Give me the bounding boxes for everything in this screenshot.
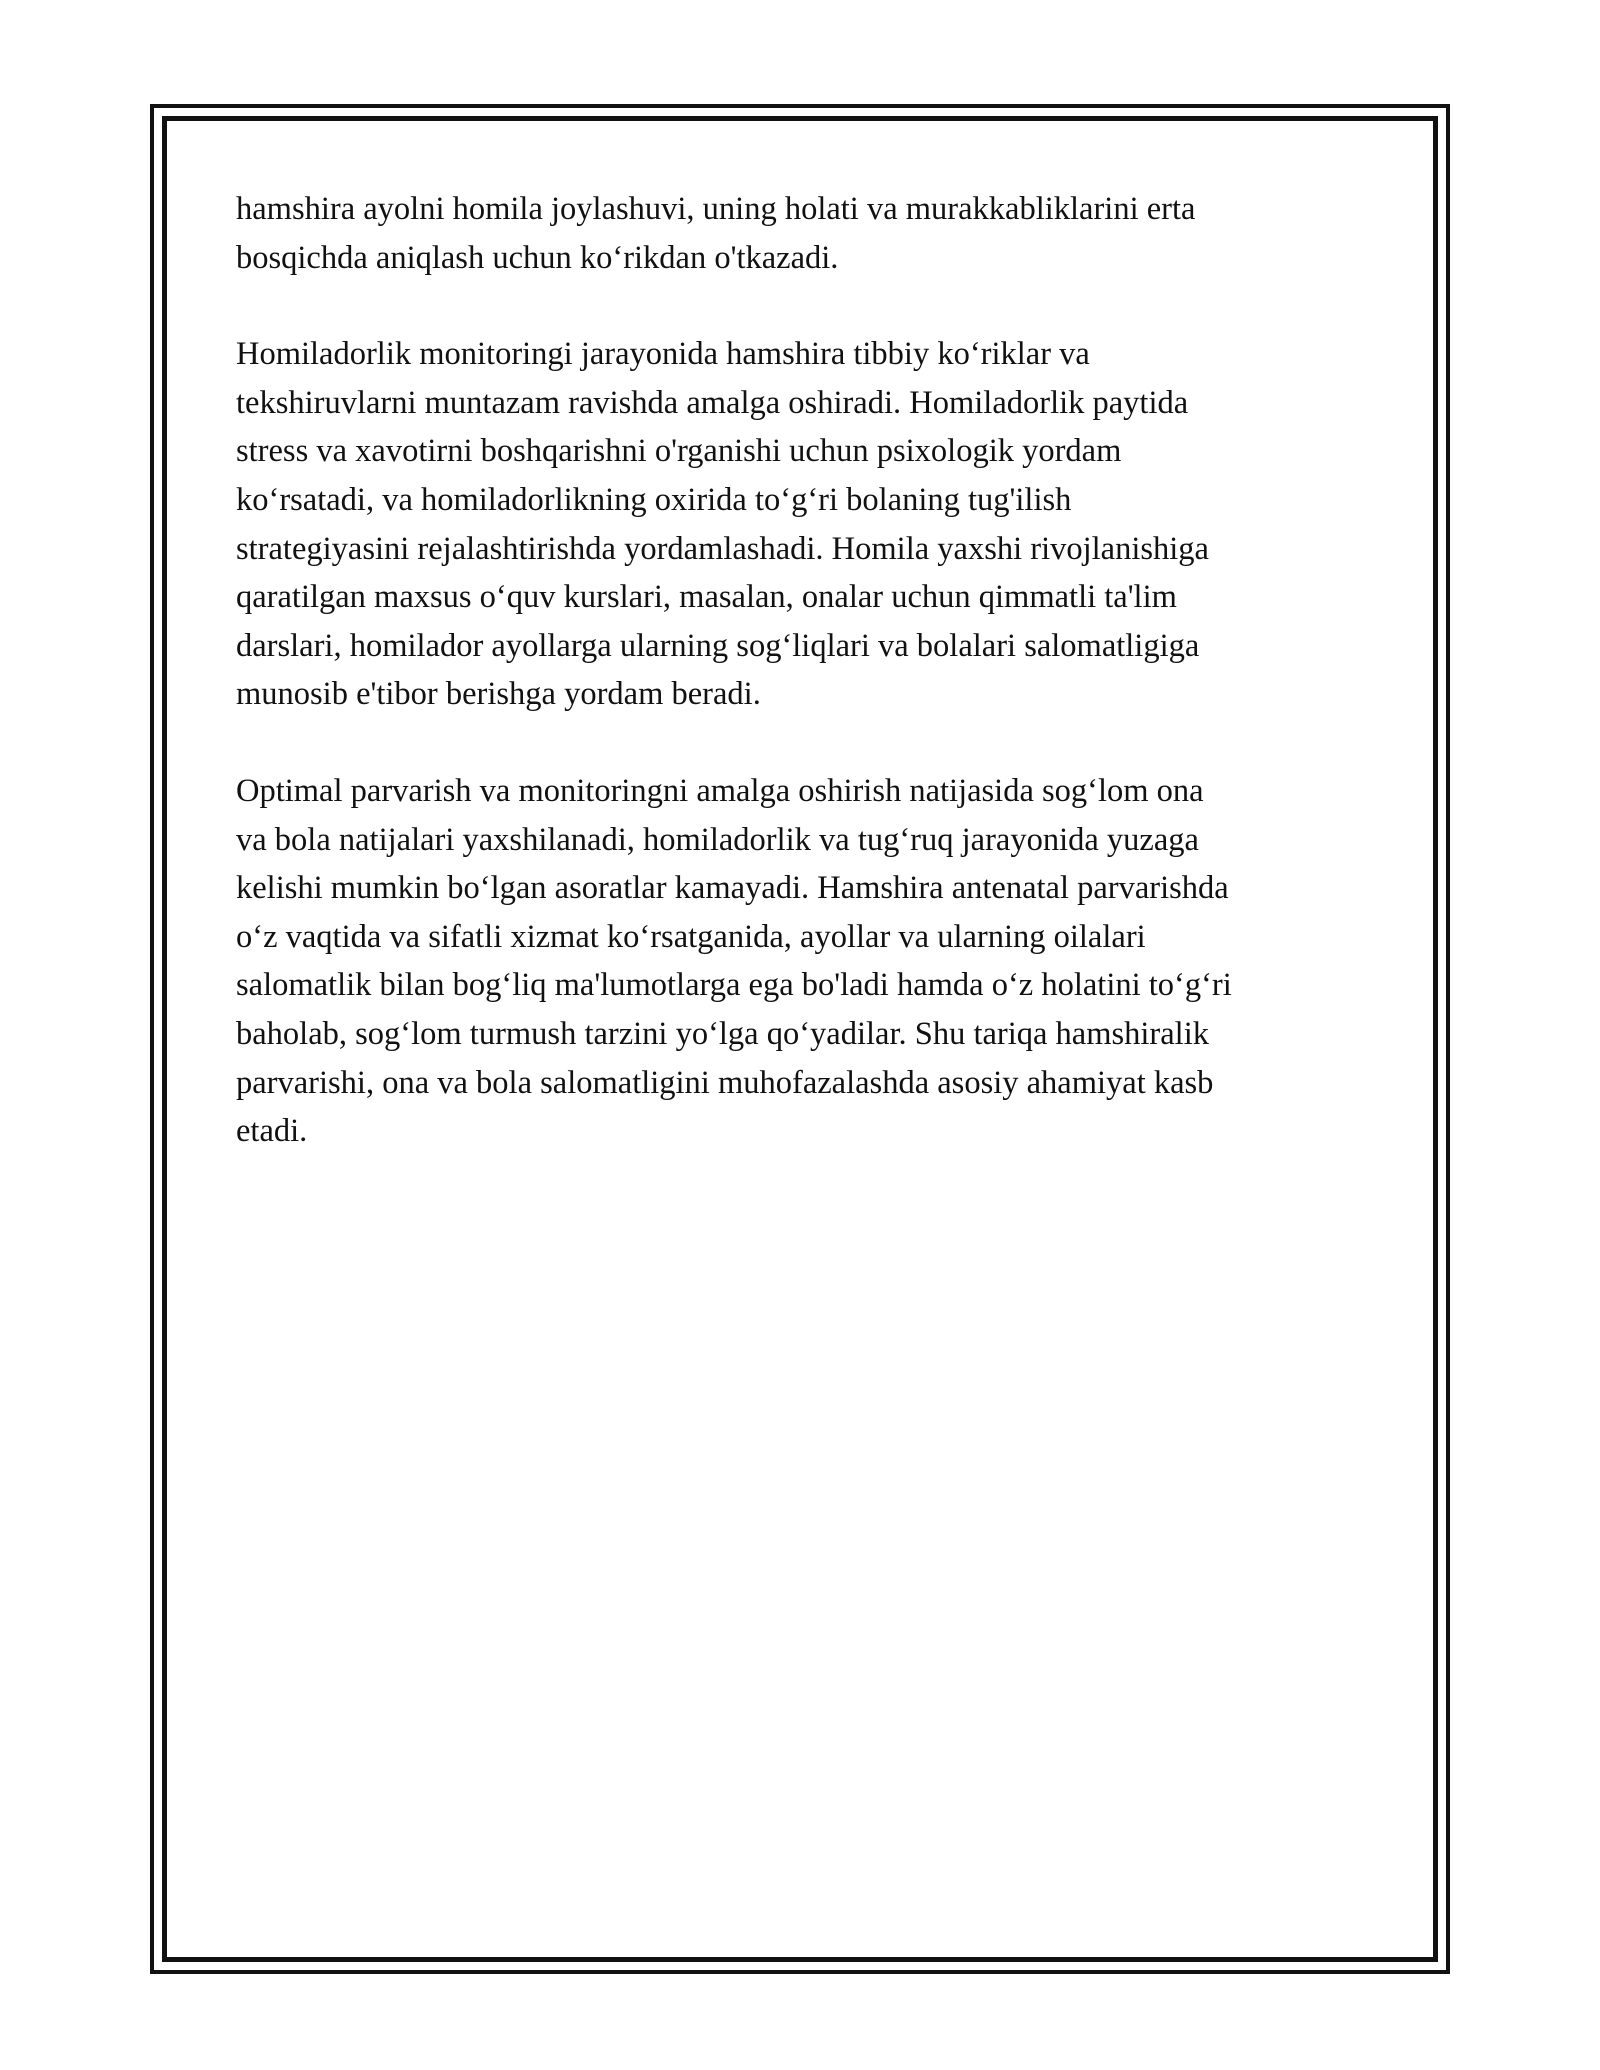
text-line: stress va xavotirni boshqarishni o'rganishi uchun psixologik yordam bbox=[236, 433, 1122, 470]
text-line: qaratilgan maxsus o‘quv kurslari, masalan, onalar uchun qimmatli ta'lim bbox=[236, 579, 1177, 616]
text-line: parvarishi, ona va bola salomatligini muhofazalashda asosiy ahamiyat kasb bbox=[236, 1064, 1214, 1101]
text-line: tekshiruvlarni muntazam ravishda amalga oshiradi. Homiladorlik paytida bbox=[236, 384, 1189, 421]
text-line: ko‘rsatadi, va homiladorlikning oxirida to‘g‘ri bolaning tug'ilish bbox=[236, 481, 1072, 518]
text-line: etadi. bbox=[236, 1113, 308, 1150]
text-line: salomatlik bilan bog‘liq ma'lumotlarga ega bo'ladi hamda o‘z holatini to‘g‘ri bbox=[236, 967, 1232, 1004]
text-line: va bola natijalari yaxshilanadi, homiladorlik va tug‘ruq jarayonida yuzaga bbox=[236, 821, 1199, 858]
paragraph-1 bbox=[236, 185, 1376, 282]
text-line: bosqichda aniqlash uchun ko‘rikdan o'tkazadi. bbox=[236, 239, 839, 276]
text-line: o‘z vaqtida va sifatli xizmat ko‘rsatganida, ayollar va ularning oilalari bbox=[236, 918, 1146, 955]
text-line: munosib e'tibor berishga yordam beradi. bbox=[236, 676, 761, 713]
text-line: kelishi mumkin bo‘lgan asoratlar kamayadi. Hamshira antenatal parvarishda bbox=[236, 870, 1229, 907]
text-line: Homiladorlik monitoringi jarayonida hamshira tibbiy ko‘riklar va bbox=[236, 336, 1090, 373]
text-line: baholab, sog‘lom turmush tarzini yo‘lga qo‘yadilar. Shu tariqa hamshiralik bbox=[236, 1015, 1209, 1052]
text-line: Optimal parvarish va monitoringni amalga oshirish natijasida sog‘lom ona bbox=[236, 772, 1204, 809]
text-line: darslari, homilador ayollarga ularning sog‘liqlari va bolalari salomatligiga bbox=[236, 627, 1200, 664]
text-line: hamshira ayolni homila joylashuvi, uning holati va murakkabliklarini erta bbox=[236, 191, 1196, 227]
document-body bbox=[236, 185, 1376, 1204]
paragraph-2 bbox=[236, 330, 1376, 719]
paragraph-3 bbox=[236, 767, 1376, 1156]
text-line: strategiyasini rejalashtirishda yordamlashadi. Homila yaxshi rivojlanishiga bbox=[236, 530, 1209, 567]
